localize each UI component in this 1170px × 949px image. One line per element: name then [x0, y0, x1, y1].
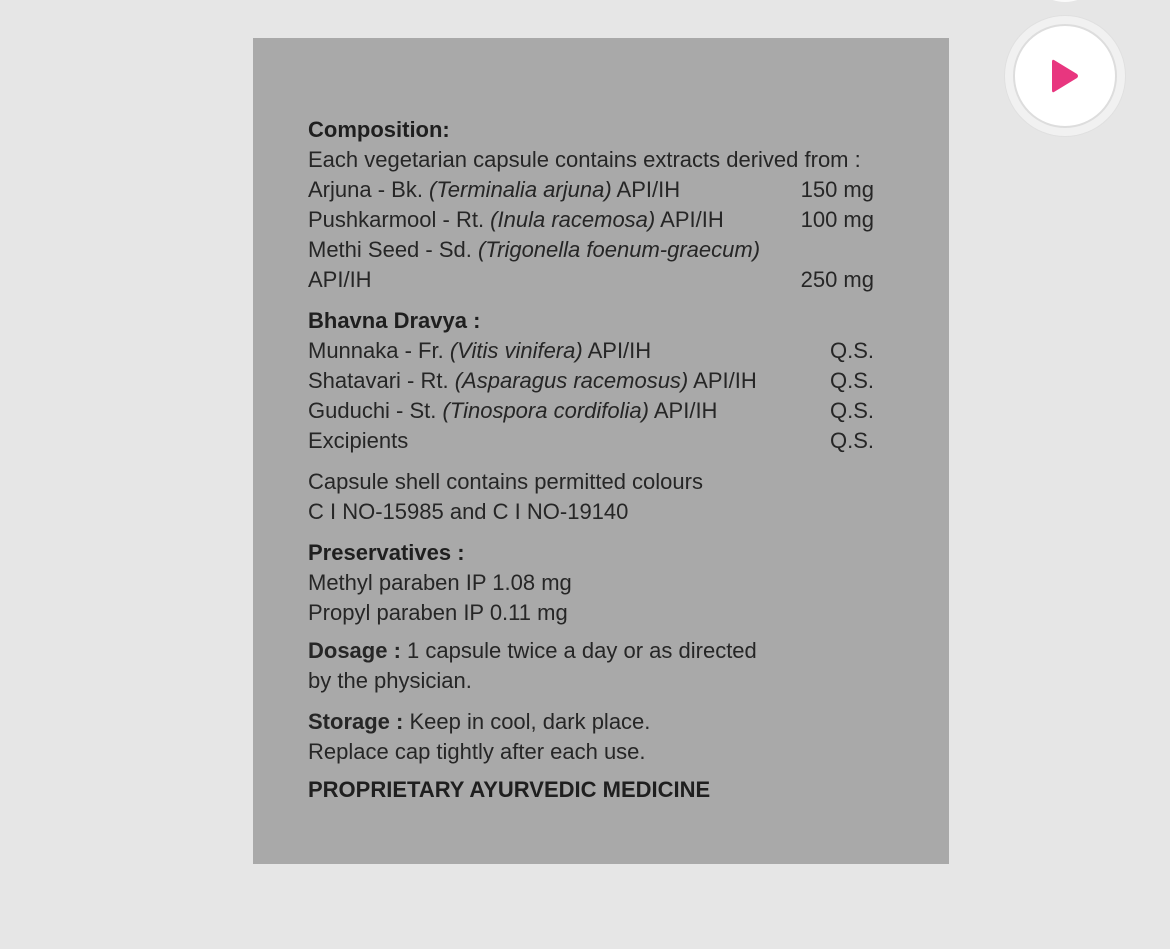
ingredient-quantity: 250 mg [800, 267, 874, 292]
dosage-line-2: by the physician. [308, 668, 472, 693]
ingredient-quantity: Q.S. [829, 428, 874, 453]
ingredient-row-continued: API/IH 250 mg [308, 265, 874, 295]
ingredient-row: Arjuna - Bk. (Terminalia arjuna) API/IH 150 mg [308, 175, 874, 205]
composition-intro: Each vegetarian capsule contains extracts derived from : [308, 147, 861, 172]
ingredient-row: Excipients Q.S. [308, 426, 874, 456]
ingredient-quantity: 150 mg [800, 177, 874, 202]
play-button[interactable] [1005, 16, 1125, 136]
play-button-ring[interactable] [1013, 24, 1117, 128]
ingredient-row: Munnaka - Fr. (Vitis vinifera) API/IH Q.S. [308, 336, 874, 366]
preservatives-heading: Preservatives : [308, 540, 465, 565]
capsule-shell-line-1: Capsule shell contains permitted colours [308, 469, 703, 494]
capsule-shell-line-2: C I NO-15985 and C I NO-19140 [308, 499, 629, 524]
storage-line-1: Storage : Keep in cool, dark place. [308, 709, 651, 734]
decorative-ring-arc [1030, 0, 1100, 2]
ingredient-quantity: Q.S. [829, 398, 874, 423]
ingredient-quantity: Q.S. [829, 368, 874, 393]
storage-label: Storage : [308, 709, 404, 734]
proprietary-note: PROPRIETARY AYURVEDIC MEDICINE [308, 777, 711, 802]
composition-heading: Composition: [308, 117, 450, 142]
ingredient-quantity: Q.S. [829, 338, 874, 363]
storage-line-2: Replace cap tightly after each use. [308, 739, 646, 764]
dosage-line-1: Dosage : 1 capsule twice a day or as directed [308, 638, 757, 663]
ingredient-row: Pushkarmool - Rt. (Inula racemosa) API/IH 100 mg [308, 205, 874, 235]
ingredient-row: Methi Seed - Sd. (Trigonella foenum-graecum) [308, 237, 761, 262]
product-label-image [253, 38, 949, 864]
label-text-block [308, 115, 874, 805]
play-icon [1050, 57, 1080, 95]
bhavna-dravya-heading: Bhavna Dravya : [308, 308, 481, 333]
ingredient-quantity: 100 mg [800, 207, 874, 232]
ingredient-row: Guduchi - St. (Tinospora cordifolia) API/IH Q.S. [308, 396, 874, 426]
preservative-line-1: Methyl paraben IP 1.08 mg [308, 570, 572, 595]
ingredient-row: Shatavari - Rt. (Asparagus racemosus) API/IH Q.S. [308, 366, 874, 396]
preservative-line-2: Propyl paraben IP 0.11 mg [308, 600, 568, 625]
dosage-label: Dosage : [308, 638, 401, 663]
